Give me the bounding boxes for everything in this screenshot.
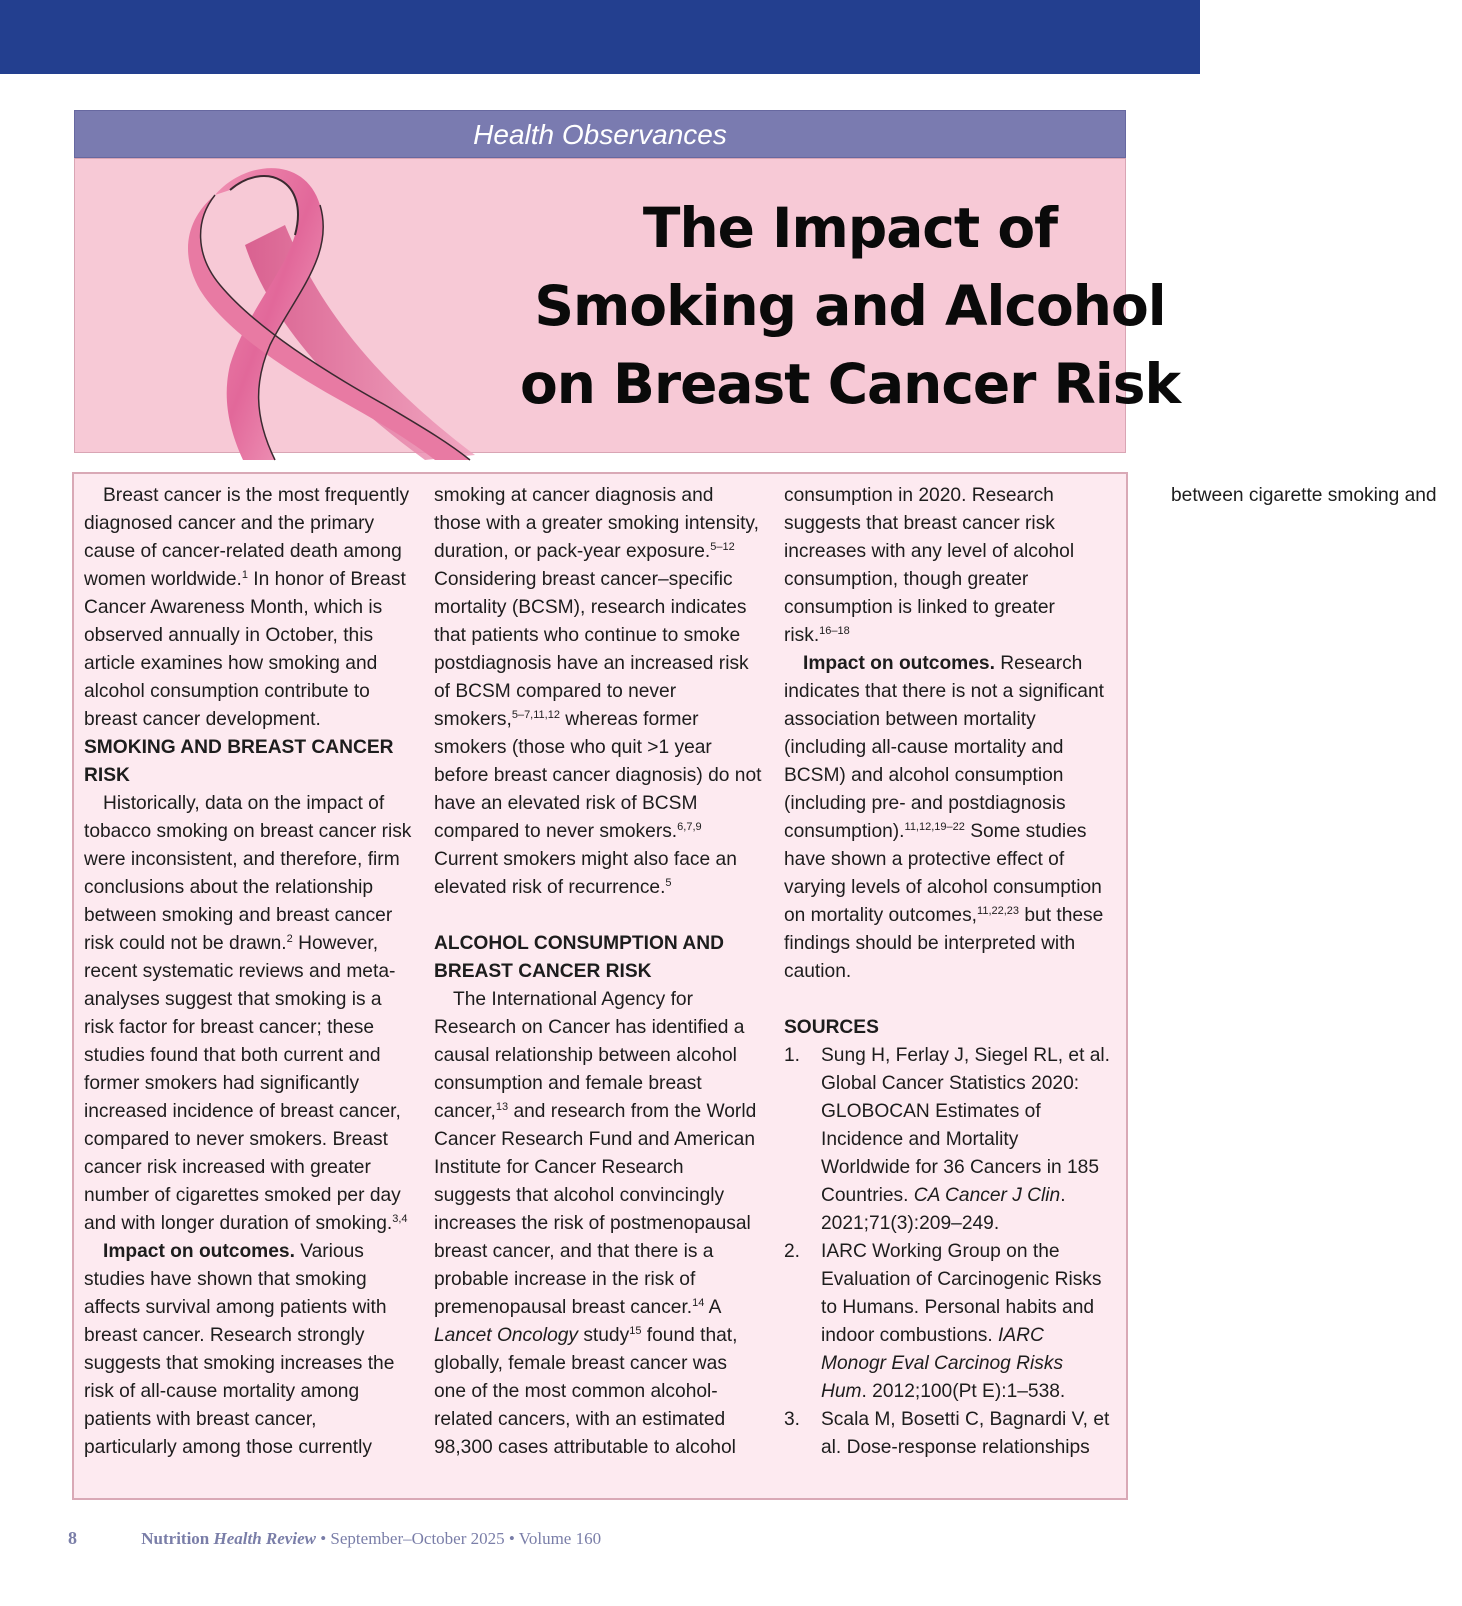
article-columns: [84, 482, 1437, 1482]
source-number: 3.: [784, 1409, 801, 1430]
page-footer: [68, 1528, 601, 1552]
title-line-3: on Breast Cancer Risk: [519, 352, 1181, 416]
hero-banner: [74, 158, 1181, 453]
smoking-outcomes-paragraph: Impact on outcomes. Various studies have shown that smoking affects survival among patients with breast cancer. Research strongly suggests that smoking increases the risk of all-cause mortality among patients with breast cancer, particularly among those currently smoking at cancer diagnosis and those with a greater smoking intensity, duration, or pack-year exposure.$^{5-12}$ Considering breast cancer–specific mortality (BCSM), research indicates that patients who continue to smoke postdiagnosis have an increased risk of BCSM compared to never smokers,$^{5-7,11,12}$ whereas former smokers (those who quit >1 year before breast cancer diagnosis) do not have an elevated risk of BCSM compared to never smokers.$^{6,7,9}$ Current smokers might also face an elevated risk of recurrence.$^5$: [84, 485, 762, 1458]
source-item: 2. IARC Working Group on the Evaluation of Carcinogenic Risks to Humans. Personal habits and indoor combustions. IARC Monogr Eval Carcinog Risks Hum. 2012;100(Pt E):1–538.: [784, 1238, 1112, 1406]
smoking-paragraph: Historically, data on the impact of tobacco smoking on breast cancer risk were inconsistent, and therefore, firm conclusions about the relationship between smoking and breast cancer risk could not be drawn.$^2$ However, recent systematic reviews and meta-analyses suggest that smoking is a risk factor for breast cancer; these studies found that both current and former smokers had significantly increased incidence of breast cancer, compared to never smokers. Breast cancer risk increased with greater number of cigarettes smoked per day and with longer duration of smoking.$^{3,4}$: [84, 793, 412, 1234]
alcohol-heading: ALCOHOL CONSUMPTION AND BREAST CANCER RISK: [434, 933, 724, 982]
intro-paragraph: Breast cancer is the most frequently diagnosed cancer and the primary cause of cancer-related death among women worldwide.$^1$ In honor of Breast Cancer Awareness Month, which is observed annually in October, this article examines how smoking and alcohol consumption contribute to breast cancer development.: [84, 485, 410, 730]
source-number: 1.: [784, 1045, 801, 1066]
smoking-heading: SMOKING AND BREAST CANCER RISK: [84, 737, 394, 786]
title-line-2: Smoking and Alcohol: [534, 274, 1166, 338]
top-banner-bar: [0, 0, 1200, 74]
title-line-1: The Impact of: [642, 196, 1058, 260]
source-number: 2.: [784, 1241, 801, 1262]
article-title: [465, 189, 1235, 423]
pink-ribbon-icon: [135, 165, 495, 465]
magazine-name: Nutrition Health Review: [141, 1529, 316, 1548]
source-item: 3. Scala M, Bosetti C, Bagnardi V, et al. Dose-response relationships between cigarette smoking and: [784, 485, 1437, 1458]
alcohol-paragraph: The International Agency for Research on Cancer has identified a causal relationship between alcohol consumption and female breast cancer,$^{13}$ and research from the World Cancer Research Fund and American Institute for Cancer Research suggests that alcohol convincingly increases the risk of postmenopausal breast cancer, and that there is a probable increase in the risk of premenopausal breast cancer.$^{14}$ A Lancet Oncology study$^{15}$ found that, globally, female breast cancer was one of the most common alcohol-related cancers, with an estimated 98,300 cases attributable to alcohol consumption in 2020. Research suggests that breast cancer risk increases with any level of alcohol consumption, though greater consumption is linked to greater risk.$^{16-18}$: [434, 485, 1075, 1458]
alcohol-outcomes-paragraph: Impact on outcomes. Research indicates that there is not a significant association between mortality (including all-cause mortality and BCSM) and alcohol consumption (including pre- and postdiagnosis consumption).$^{11,12,19-22}$ Some studies have shown a protective effect of varying levels of alcohol consumption on mortality outcomes,$^{11,22,23}$ but these findings should be interpreted with caution.: [784, 653, 1104, 982]
issue-info: • September–October 2025 • Volume 160: [315, 1529, 602, 1548]
page-number: 8: [68, 1528, 77, 1548]
article-body: [72, 472, 1437, 1500]
section-label: Health Observances: [74, 110, 1126, 158]
source-item: 1. Sung H, Ferlay J, Siegel RL, et al. Global Cancer Statistics 2020: GLOBOCAN Estimates of Incidence and Mortality Worldwide for 36 Cancers in 185 Countries. CA Cancer J Clin. 2021;71(3):209–249.: [784, 1042, 1112, 1238]
sources-heading: SOURCES: [784, 1017, 879, 1038]
